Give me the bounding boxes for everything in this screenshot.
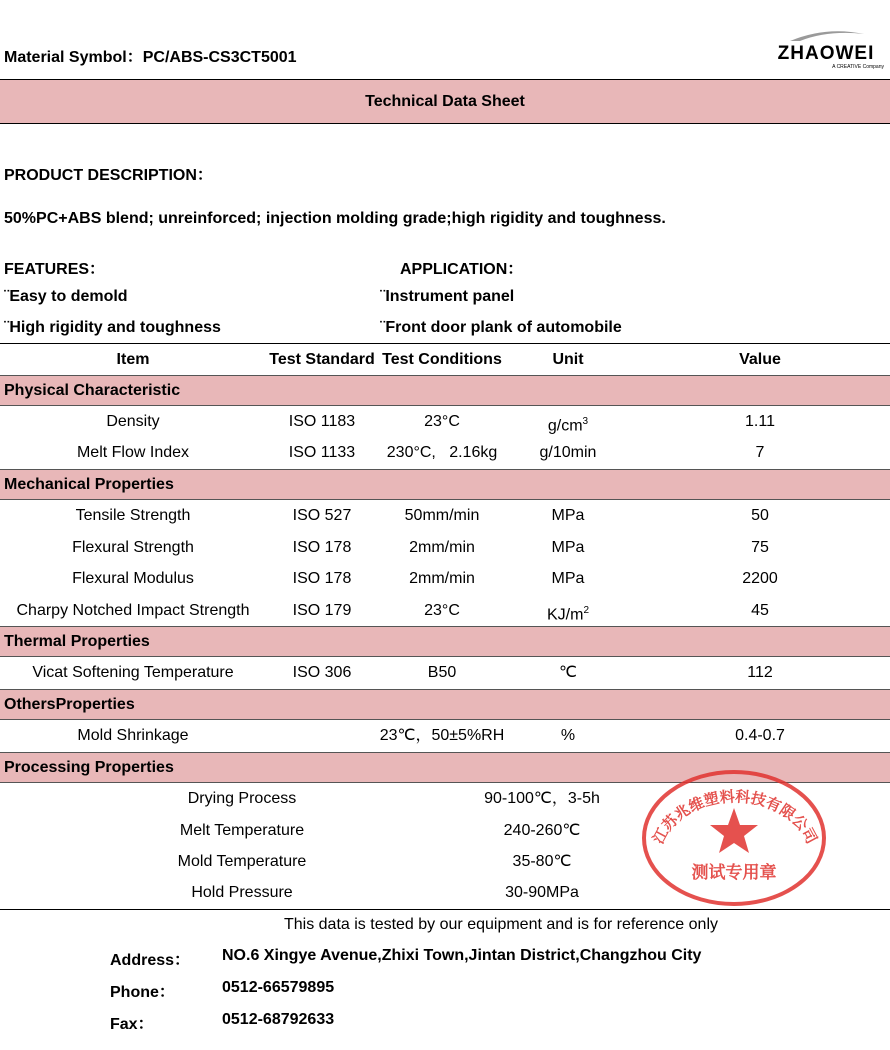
cell-item: Tensile Strength <box>75 507 191 524</box>
table-row <box>0 563 890 594</box>
feature-item: ¨Easy to demold <box>4 288 128 305</box>
feature-item: ¨High rigidity and toughness <box>4 319 221 336</box>
cell-unit <box>506 595 630 626</box>
reference-note: This data is tested by our equipment and is for reference only <box>283 916 718 933</box>
header-unit: Unit <box>552 351 584 368</box>
cell-conditions: B50 <box>427 664 457 681</box>
stamp-top-text: 江苏兆维塑料科技有限公司 <box>649 787 821 847</box>
stamp-bottom-text: 测试专用章 <box>691 863 777 883</box>
cell-standard: ISO 1183 <box>288 413 356 430</box>
cell-conditions: 23°C <box>424 602 460 619</box>
cell-unit: ℃ <box>559 664 577 681</box>
cell-value: 2200 <box>742 570 778 587</box>
sheet-title: Technical Data Sheet <box>365 93 525 110</box>
cell-value: 1.11 <box>745 413 775 430</box>
table-row <box>0 657 890 688</box>
header-test-conditions: Test Conditions <box>382 351 502 368</box>
company-stamp-icon <box>638 770 830 910</box>
description-heading: PRODUCT DESCRIPTION： <box>4 167 213 184</box>
logo-subtitle: A CREATIVE Company <box>832 64 884 70</box>
section-thermal <box>0 626 890 657</box>
cell-value: 50 <box>751 507 769 524</box>
processing-value: 30-90MPa <box>505 884 579 901</box>
table-row <box>0 500 890 531</box>
address-value: NO.6 Xingye Avenue,Zhixi Town,Jintan District,Changzhou City <box>222 947 702 964</box>
processing-value: 35-80℃ <box>512 853 572 870</box>
material-value: PC/ABS-CS3CT5001 <box>142 49 297 66</box>
processing-item: Mold Temperature <box>177 853 307 870</box>
logo-swoosh-icon <box>786 30 866 42</box>
processing-value: 240-260℃ <box>503 822 581 839</box>
material-label: Material Symbol： <box>4 49 143 66</box>
cell-conditions: 23℃，50±5%RH <box>379 727 505 744</box>
company-logo <box>768 30 884 70</box>
table-row <box>0 406 890 437</box>
processing-value: 90-100℃，3-5h <box>484 790 600 807</box>
cell-value: 0.4-0.7 <box>735 727 785 744</box>
cell-unit: % <box>560 727 576 744</box>
title-bar <box>0 80 890 123</box>
application-item: ¨Instrument panel <box>380 288 515 305</box>
cell-conditions: 230°C, 2.16kg <box>386 444 498 461</box>
cell-value: 7 <box>755 444 765 461</box>
section-title: Physical Characteristic <box>4 382 181 399</box>
section-title: Processing Properties <box>4 759 174 776</box>
unit-superscript: 2 <box>583 605 589 616</box>
fax-value: 0512-68792633 <box>222 1011 335 1028</box>
cell-item: Flexural Modulus <box>72 570 194 587</box>
table-row <box>0 532 890 563</box>
address-label: Address： <box>110 952 191 969</box>
phone-label: Phone： <box>110 984 175 1001</box>
material-symbol <box>4 44 297 67</box>
cell-value: 75 <box>751 539 769 556</box>
section-title: OthersProperties <box>4 696 135 713</box>
unit-superscript: 3 <box>582 416 589 427</box>
cell-conditions: 50mm/min <box>404 507 480 524</box>
cell-item: Flexural Strength <box>72 539 194 556</box>
fax-label: Fax： <box>110 1016 154 1033</box>
cell-item: Density <box>106 413 160 430</box>
processing-item: Melt Temperature <box>179 822 305 839</box>
cell-unit: MPa <box>551 539 585 556</box>
section-physical <box>0 375 890 406</box>
cell-conditions: 2mm/min <box>409 570 475 587</box>
cell-conditions: 2mm/min <box>409 539 475 556</box>
cell-unit <box>506 406 630 437</box>
header-item: Item <box>116 351 150 368</box>
divider <box>0 123 890 124</box>
cell-value: 45 <box>751 602 769 619</box>
cell-standard: ISO 178 <box>292 539 352 556</box>
cell-standard: ISO 1133 <box>288 444 356 461</box>
cell-unit: MPa <box>551 507 585 524</box>
table-row <box>0 437 890 468</box>
section-title: Mechanical Properties <box>4 476 174 493</box>
cell-standard: ISO 179 <box>292 602 352 619</box>
cell-item: Vicat Softening Temperature <box>32 664 234 681</box>
section-mechanical <box>0 469 890 500</box>
section-others <box>0 689 890 720</box>
cell-standard: ISO 178 <box>292 570 352 587</box>
application-heading: APPLICATION： <box>400 261 524 278</box>
application-item: ¨Front door plank of automobile <box>380 319 622 336</box>
section-title: Thermal Properties <box>4 633 150 650</box>
unit-text: g/cm <box>547 417 583 435</box>
cell-conditions: 23°C <box>424 413 460 430</box>
cell-standard <box>266 720 378 751</box>
processing-item: Drying Process <box>187 790 297 807</box>
cell-standard: ISO 306 <box>292 664 352 681</box>
description-text: 50%PC+ABS blend; unreinforced; injection molding grade;high rigidity and toughness. <box>4 210 666 227</box>
cell-item: Mold Shrinkage <box>77 727 189 744</box>
cell-standard: ISO 527 <box>292 507 352 524</box>
cell-item: Charpy Notched Impact Strength <box>16 602 250 619</box>
table-header-row <box>0 344 890 375</box>
star-icon <box>710 808 758 853</box>
header-value: Value <box>739 351 781 368</box>
table-row <box>0 720 890 751</box>
cell-unit: MPa <box>551 570 585 587</box>
table-row <box>0 595 890 626</box>
unit-text: KJ/m <box>546 606 584 624</box>
cell-value: 112 <box>747 664 773 681</box>
processing-item: Hold Pressure <box>191 884 293 901</box>
logo-name: ZHAOWEI <box>777 43 875 64</box>
cell-item: Melt Flow Index <box>76 444 190 461</box>
header-test-standard: Test Standard <box>269 351 375 368</box>
features-heading: FEATURES： <box>4 261 106 278</box>
phone-value: 0512-66579895 <box>222 979 335 996</box>
cell-unit: g/10min <box>539 444 597 461</box>
